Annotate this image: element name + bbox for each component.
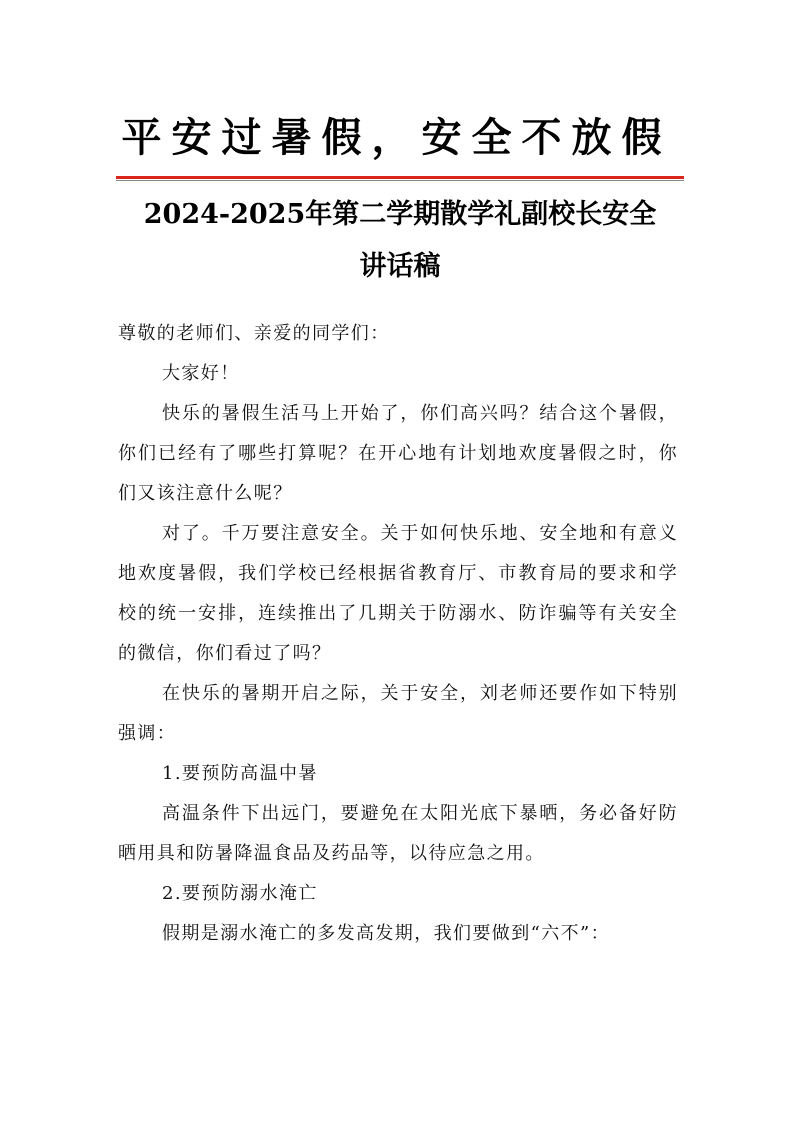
paragraph-3: 在快乐的暑期开启之际，关于安全，刘老师还要作如下特别强调： xyxy=(118,683,678,744)
banner-title: 平安过暑假，安全不放假 xyxy=(121,115,672,161)
paragraph-2: 对了。千万要注意安全。关于如何快乐地、安全地和有意义地欢度暑假，我们学校已经根据省教育厅、市教育局的要求和学校的统一安排，连续推出了几期关于防溺水、防诈骗等有关安全的微信，你们看过了吗？ xyxy=(118,523,678,664)
document-title xyxy=(110,189,690,293)
document-title-line-1: 2024-2025年第二学期散学礼副校长安全 xyxy=(143,199,657,230)
document-title-line-2: 讲话稿 xyxy=(359,251,441,282)
paragraph-1: 快乐的暑假生活马上开始了，你们高兴吗？结合这个暑假，你们已经有了哪些打算呢？在开心地有计划地欢度暑假之时，你们又该注意什么呢？ xyxy=(118,403,678,504)
paragraph-heatstroke: 高温条件下出远门，要避免在太阳光底下暴晒，务必备好防晒用具和防暑降温食品及药品等，以待应急之用。 xyxy=(118,803,678,864)
banner-gray-rule xyxy=(116,180,684,181)
section-heading-heatstroke: 1.要预防高温中暑 xyxy=(162,763,318,784)
greeting: 大家好！ xyxy=(162,363,240,384)
salutation: 尊敬的老师们、亲爱的同学们： xyxy=(118,323,390,344)
banner-red-rule xyxy=(116,176,684,179)
document-body xyxy=(118,314,678,954)
section-heading-drowning: 2.要预防溺水淹亡 xyxy=(162,883,318,904)
paragraph-drowning: 假期是溺水淹亡的多发高发期，我们要做到“六不”： xyxy=(162,923,611,944)
